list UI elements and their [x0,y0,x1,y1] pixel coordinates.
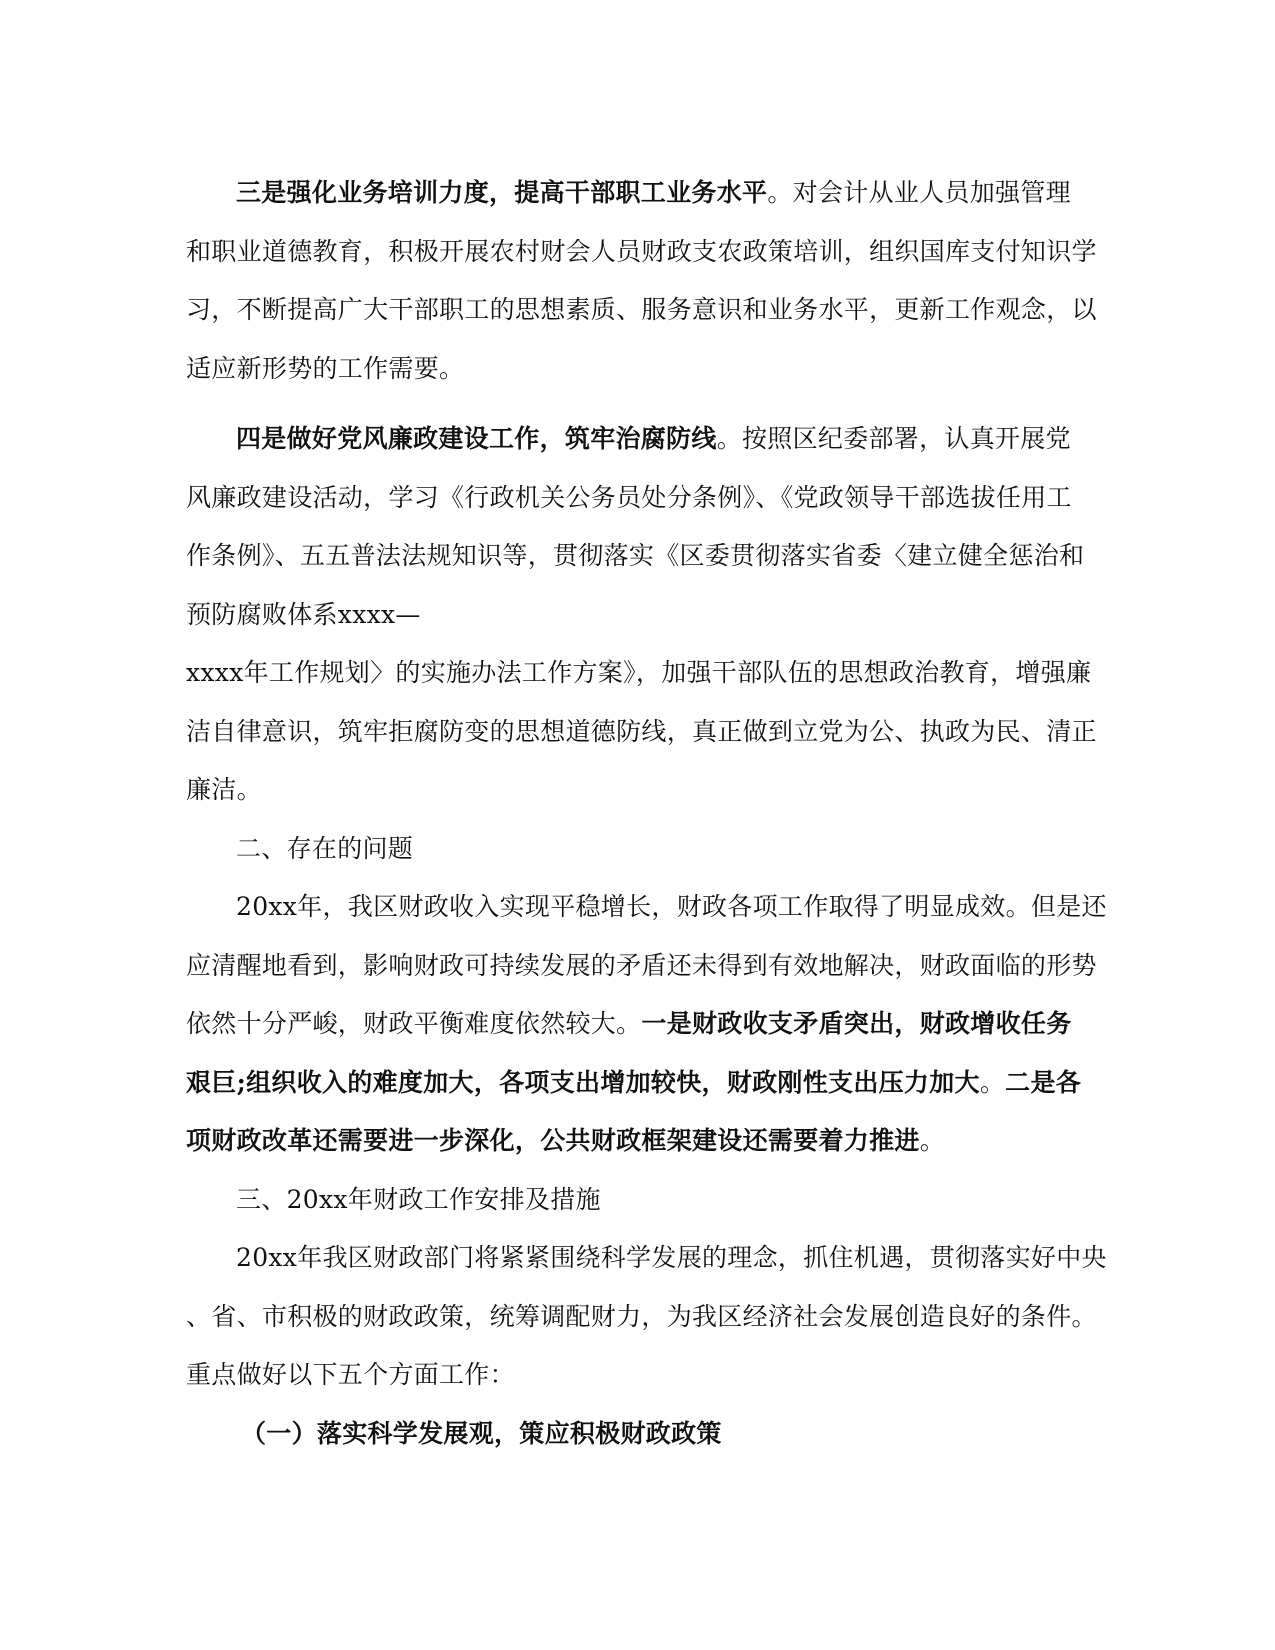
p4-line-5: xxxx年工作规划〉的实施办法工作方案》，加强干部队伍的思想政治教育，增强廉 [186,658,1092,687]
p4-lead-bold: 四是做好党风廉政建设工作，筑牢治腐防线 [236,424,717,453]
section3-subheading: （一）落实科学发展观，策应积极财政政策 [241,1418,722,1448]
p3-line-4: 适应新形势的工作需要。 [186,353,465,383]
s3-line-2: 、省、市积极的财政政策，统筹调配财力，为我区经济社会发展创造良好的条件。 [186,1301,1097,1331]
p4-lead-rest: 。按照区纪委部署，认真开展党 [716,424,1071,453]
p3-line-2: 和职业道德教育，积极开展农村财会人员财政支农政策培训，组织国库支付知识学 [186,236,1097,266]
s2-line-4 [186,1054,1091,1113]
p4-line-4: 预防腐败体系xxxx— [186,599,421,629]
s2-line-2: 应清醒地看到，影响财政可持续发展的矛盾还未得到有效地解决，财政面临的形势 [186,950,1097,980]
p3-lead-bold: 三是强化业务培训力度，提高干部职工业务水平 [236,178,768,207]
p4-line-2: 风廉政建设活动，学习《行政机关公务员处分条例》、《党政领导干部选拔任用工 [186,482,1072,512]
s2-line-5 [186,1112,1091,1171]
s2-line-5-normal: 。 [919,1126,946,1155]
s2-line-5-bold: 项财政改革还需要进一步深化，公共财政框架建设还需要着力推进 [186,1126,920,1155]
s3-line-1: 20xx年我区财政部门将紧紧围绕科学发展的理念，抓住机遇，贯彻落实好中央 [236,1243,1107,1272]
document-page [186,164,1107,1463]
p4-line-3: 作条例》、五五普法法规知识等，贯彻落实《区委贯彻落实省委〈建立健全惩治和 [186,541,1085,570]
s2-line-4-bold2: 二是各 [1005,1067,1082,1097]
s2-line-4-normal: 。 [979,1067,1006,1097]
p3-lead-rest: 。对会计从业人员加强管理 [767,178,1071,207]
section2-title: 二、存在的问题 [236,833,414,863]
s2-line-1: 20xx年，我区财政收入实现平稳增长，财政各项工作取得了明显成效。但是还 [236,892,1107,921]
p4-line-1 [186,410,1091,469]
s2-line-3-normal: 依然十分严峻，财政平衡难度依然较大。 [186,1009,642,1038]
s2-line-4-bold: 艰巨;组织收入的难度加大，各项支出增加较快，财政刚性支出压力加大 [186,1067,980,1097]
p4-line-6: 洁自律意识，筑牢拒腐防变的思想道德防线，真正做到立党为公、执政为民、清正 [186,716,1097,746]
s2-line-3-bold: 一是财政收支矛盾突出，财政增收任务 [641,1009,1072,1038]
p4-line-7: 廉洁。 [186,775,262,804]
p3-line-1 [186,164,1091,223]
s2-line-3 [186,995,1091,1054]
p3-line-3: 习，不断提高广大干部职工的思想素质、服务意识和业务水平，更新工作观念，以 [186,295,1097,324]
s3-line-3: 重点做好以下五个方面工作： [186,1360,515,1389]
section3-title: 三、20xx年财政工作安排及措施 [236,1184,601,1214]
